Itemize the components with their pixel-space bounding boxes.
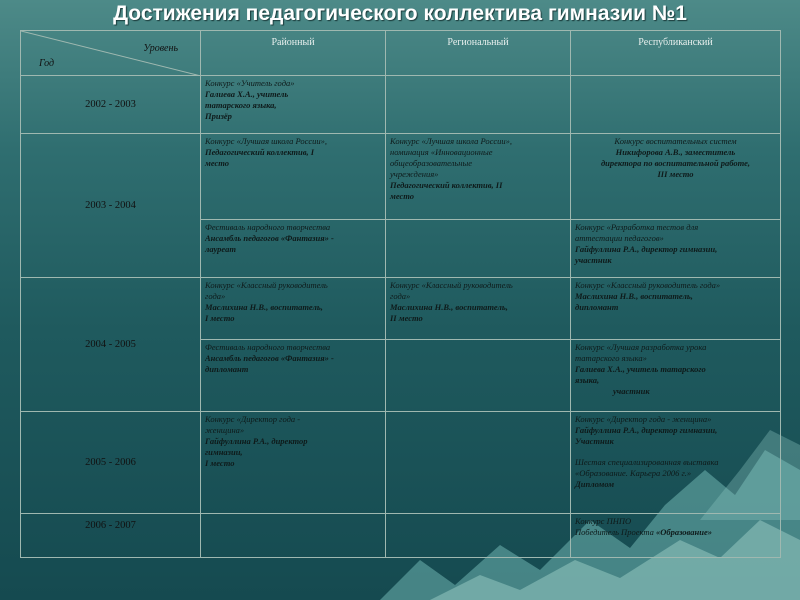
- achievement-cell: [571, 340, 781, 412]
- empty-cell: [386, 340, 571, 412]
- empty-cell: [201, 514, 386, 558]
- participant: языка,: [575, 375, 600, 385]
- table-row: [21, 76, 781, 134]
- contest-name: Конкурс «Учитель года»: [205, 78, 295, 88]
- empty-cell: [386, 514, 571, 558]
- achievement-cell: [571, 278, 781, 340]
- participant: гимназии,: [205, 447, 243, 457]
- empty-cell: [386, 412, 571, 514]
- achievement-cell: [201, 412, 386, 514]
- level-axis-label: Уровень: [143, 43, 178, 54]
- table-row: [21, 134, 781, 220]
- achievement-cell: [386, 278, 571, 340]
- contest-name: номинация «Инновационные: [390, 147, 493, 157]
- achievement-cell: [571, 412, 781, 514]
- year-cell: 2004 - 2005: [21, 278, 201, 412]
- result: Участник: [575, 436, 614, 446]
- result: [575, 527, 776, 538]
- achievement-cell: [571, 134, 781, 220]
- page-title: Достижения педагогического коллектива гимназии №1: [113, 2, 687, 25]
- empty-cell: [386, 76, 571, 134]
- contest-name: учреждения»: [390, 169, 439, 179]
- achievement-cell: [386, 134, 571, 220]
- participant: Педагогический коллектив, II: [390, 180, 503, 190]
- project-name: «Образование»: [655, 527, 713, 537]
- result: лауреат: [205, 244, 236, 254]
- participant: Ансамбль педагогов «Фантазия» -: [205, 353, 334, 363]
- year-cell: 2002 - 2003: [21, 76, 201, 134]
- header-row: [21, 31, 781, 76]
- table-row: [21, 278, 781, 340]
- contest-name: Конкурс «Лучшая разработка урока: [575, 342, 707, 352]
- header-corner-cell: [21, 31, 201, 76]
- participant: Галиева Х.А., учитель: [205, 89, 289, 99]
- achievement-cell: [571, 514, 781, 558]
- achievement-cell: [201, 220, 386, 278]
- contest-name: Шестая специализированная выставка: [575, 457, 719, 467]
- year-cell: 2006 - 2007: [21, 514, 201, 558]
- contest-name: Фестиваль народного творчества: [205, 222, 331, 232]
- table-row: [21, 514, 781, 558]
- contest-name: аттестации педагогов»: [575, 233, 664, 243]
- result: место: [390, 191, 415, 201]
- result: место: [205, 158, 230, 168]
- spacer: [575, 447, 776, 457]
- column-header-region: Региональный: [386, 31, 571, 76]
- empty-cell: [571, 76, 781, 134]
- result: дипломант: [575, 302, 619, 312]
- result: Призёр: [205, 111, 232, 121]
- contest-name: Фестиваль народного творчества: [205, 342, 331, 352]
- table-row: [21, 412, 781, 514]
- contest-name: Конкурс «Классный руководитель года»: [575, 280, 721, 290]
- empty-cell: [386, 220, 571, 278]
- result: III место: [657, 169, 694, 179]
- achievement-cell: [201, 76, 386, 134]
- result: Дипломом: [575, 479, 615, 489]
- contest-name: Конкурс «Классный руководитель: [390, 280, 513, 290]
- participant: Гайфуллина Р.А., директор: [205, 436, 308, 446]
- column-header-republic: Республиканский: [571, 31, 781, 76]
- contest-name: общеобразовательные: [390, 158, 472, 168]
- contest-name: Конкурс воспитательных систем: [614, 136, 737, 146]
- year-axis-label: Год: [39, 58, 55, 69]
- contest-name: Конкурс «Директор года - женщина»: [575, 414, 712, 424]
- achievement-cell: [201, 134, 386, 220]
- result: II место: [390, 313, 423, 323]
- result: I место: [205, 313, 235, 323]
- achievement-cell: [571, 220, 781, 278]
- participant: Маслихина Н.В., воспитатель,: [390, 302, 508, 312]
- contest-name: Конкурс «Классный руководитель: [205, 280, 328, 290]
- participant: Ансамбль педагогов «Фантазия» -: [205, 233, 334, 243]
- contest-name: года»: [205, 291, 226, 301]
- participant: Гайфуллина Р.А., директор гимназии,: [575, 244, 718, 254]
- contest-name: Конкурс ПНПО: [575, 516, 632, 526]
- participant: татарского языка,: [205, 100, 277, 110]
- result: I место: [205, 458, 235, 468]
- achievement-cell: [201, 340, 386, 412]
- achievement-cell: [201, 278, 386, 340]
- contest-name: «Образование. Карьера 2006 г.»: [575, 468, 692, 478]
- year-cell: 2003 - 2004: [21, 134, 201, 278]
- result: дипломант: [205, 364, 249, 374]
- participant: Маслихина Н.В., воспитатель,: [575, 291, 693, 301]
- year-cell: 2005 - 2006: [21, 412, 201, 514]
- column-header-district: Районный: [201, 31, 386, 76]
- contest-name: женщина»: [205, 425, 245, 435]
- participant: Педагогический коллектив, I: [205, 147, 315, 157]
- contest-name: Конкурс «Директор года -: [205, 414, 301, 424]
- participant: Гайфуллина Р.А., директор гимназии,: [575, 425, 718, 435]
- contest-name: татарского языка»: [575, 353, 647, 363]
- result: участник: [613, 386, 650, 396]
- participant: Никифорова А.В., заместитель: [615, 147, 736, 157]
- contest-name: Конкурс «Разработка тестов для: [575, 222, 699, 232]
- contest-name: года»: [390, 291, 411, 301]
- participant: Маслихина Н.В., воспитатель,: [205, 302, 323, 312]
- participant: директора по воспитательной работе,: [600, 158, 751, 168]
- contest-name: Конкурс «Лучшая школа России»,: [205, 136, 327, 146]
- achievements-table: [20, 30, 781, 558]
- result: участник: [575, 255, 612, 265]
- contest-name: Конкурс «Лучшая школа России»,: [390, 136, 512, 146]
- result-prefix: Победитель Проекта: [575, 527, 656, 537]
- participant: Галиева Х.А., учитель татарского: [575, 364, 706, 374]
